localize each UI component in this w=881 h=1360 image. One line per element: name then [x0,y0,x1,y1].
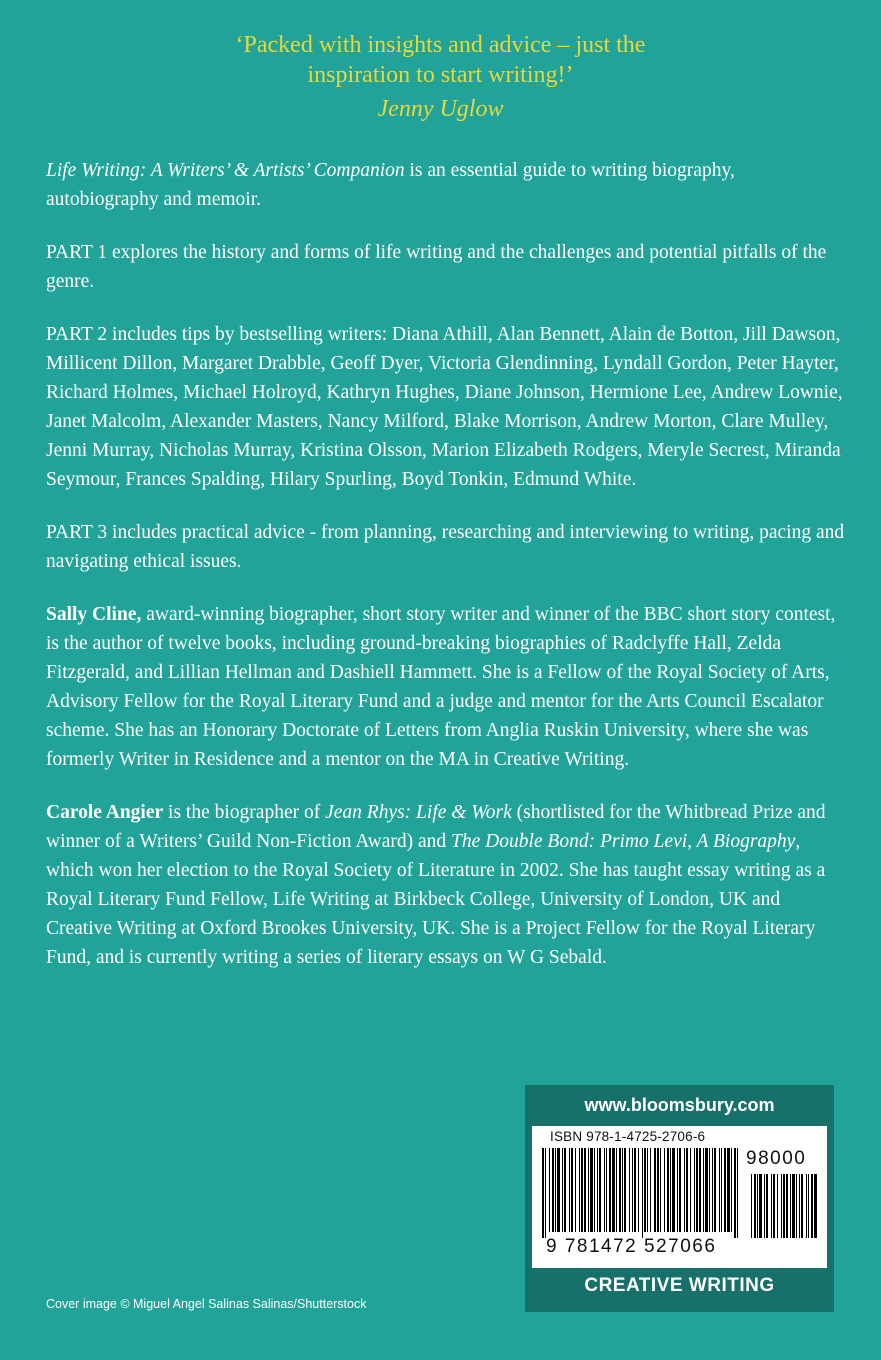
intro-text: is an essential guide to writing biography, autobiography and memoir. [46,160,735,210]
addon-bar [759,1174,762,1238]
barcode-bar [703,1148,704,1232]
bio-text-angier-1: is the biographer of [163,802,326,823]
author-bio-cline [46,600,846,774]
barcode-bar [571,1148,573,1232]
author-name-cline: Sally Cline, [46,604,142,625]
addon-bar [757,1174,758,1238]
barcode-bar [647,1148,648,1232]
barcode-bar [709,1148,710,1232]
author-bio-angier [46,798,846,972]
barcode-bar [721,1148,722,1232]
barcode-bar [727,1148,730,1232]
barcode-bar [616,1148,617,1232]
barcode-bar [714,1148,716,1232]
barcode-bar [564,1148,566,1232]
barcode-bar [632,1148,633,1232]
price-code: 98000 [746,1148,807,1169]
barcode-bar [696,1148,698,1232]
category-label: CREATIVE WRITING [584,1275,775,1296]
pull-quote [0,30,881,124]
addon-bar [814,1174,817,1238]
addon-bar [773,1174,775,1238]
barcode-bar [679,1148,681,1232]
barcode-bar [604,1148,605,1232]
barcode-bar [644,1148,646,1232]
addon-bar [764,1174,765,1238]
addon-bar [808,1174,809,1238]
barcode-bar [597,1148,598,1232]
isbn-label: ISBN 978-1-4725-2706-6 [550,1129,706,1144]
addon-bar [799,1174,800,1238]
barcode-bar [699,1148,701,1232]
barcode-bar [624,1148,626,1232]
barcode-bar [612,1148,615,1232]
quote-attribution: Jenny Uglow [377,96,504,122]
barcode-bar [719,1148,720,1232]
barcode-bar [584,1148,586,1232]
barcode-digits: 9 781472 527066 [546,1236,717,1257]
barcode-panel [525,1085,834,1312]
barcode-bar [594,1148,595,1232]
part-1-paragraph: PART 1 explores the history and forms of life writing and the challenges and potential pitfalls of the genre. [46,242,827,292]
bio-text-cline: award-winning biographer, short story writer and winner of the BBC short story contest, is the author of twelve books, including ground-breaking biographies of Radclyffe Hall, Zelda Fitzgerald, and Lillian Hellman and Dashiell Hammett. She is a Fellow of the Royal Society of Arts, Advisory Fellow for the Royal Literary Fund and a judge and mentor for the Arts Council Escalator scheme. She has an Honorary Doctorate of Letters from Anglia Ruskin University, where she was formerly Writer in Residence and a mentor on the MA in Creative Writing. [46,604,836,770]
addon-bar [781,1174,782,1238]
barcode-bar [654,1148,656,1232]
addon-bar [783,1174,785,1238]
barcode-bar [619,1148,621,1232]
barcode-bar [634,1148,636,1232]
barcode-bar [684,1148,685,1232]
part-3-paragraph: PART 3 includes practical advice - from planning, researching and interviewing to writing, pacing and navigating ethical issues. [46,522,845,572]
author-name-angier: Carole Angier [46,802,164,823]
addon-bar [792,1174,795,1238]
barcode-bar [657,1148,659,1232]
barcode-bar [562,1148,563,1232]
bio-text-angier-3: , which won her election to the Royal Society of Literature in 2002. She has taught essay writing as a Royal Literary Fund Fellow, Life Writing at Birkbeck College, University of London, UK and Creative Writing at Oxford Brookes University, UK. She is a Project Fellow for the Royal Literary Fund, and is currently writing a series of literary essays on W G Sebald. [46,831,826,968]
bio-text-angier-2: (shortlisted for the Whitbread Prize and winner of a Writers’ Guild Non-Fiction Award) and [46,802,826,852]
part-2-paragraph: PART 2 includes tips by bestselling writers: Diana Athill, Alan Bennett, Alain de Botton, Jill Dawson, Millicent Dillon, Margaret Drabble, Geoff Dyer, Victoria Glendinning, Lyndall Gordon, Peter Hayter, Richard Holmes, Michael Holroyd, Kathryn Hughes, Diane Johnson, Hermione Lee, Andrew Lownie, Janet Malcolm, Alexander Masters, Nancy Milford, Blake Morrison, Andrew Morton, Clare Mulley, Jenni Murray, Nicholas Murray, Kristina Olsson, Marion Elizabeth Rodgers, Meryle Secrest, Miranda Seymour, Frances Spalding, Hilary Spurling, Boyd Tonkin, Edmund White. [46,324,843,490]
barcode-bar [622,1148,623,1232]
addon-bar [801,1174,803,1238]
barcode-bar [670,1148,671,1232]
book-title-levi: The Double Bond: Primo Levi, A Biography [451,831,796,852]
barcode-bar [724,1148,726,1232]
intro-paragraph [46,156,846,214]
book-title-rhys: Jean Rhys: Life & Work [325,802,512,823]
barcode-bar [672,1148,675,1232]
barcode-bar [569,1148,570,1232]
addon-bar [796,1174,797,1238]
barcode-bar [545,1148,546,1238]
barcode-bar [588,1148,589,1232]
barcode-bar [664,1148,665,1232]
barcode-bar [557,1148,560,1232]
barcode-bar [581,1148,583,1232]
publisher-url: www.bloomsbury.com [584,1095,775,1115]
addon-bar [786,1174,788,1238]
barcode-bar [694,1148,695,1232]
barcode-bar [609,1148,611,1232]
barcode-bar [690,1148,691,1232]
addon-bar [811,1174,813,1238]
barcode-bar [552,1148,554,1232]
barcode-bar [579,1148,580,1232]
addon-bar [806,1174,807,1238]
barcode-bar [549,1148,550,1232]
addon-bar [777,1174,778,1238]
barcode-bar [677,1148,678,1232]
barcode-bar [737,1148,738,1238]
barcode-bar [734,1148,736,1238]
book-title: Life Writing: A Writers’ & Artists’ Companion [46,160,405,181]
quote-line-2: inspiration to start writing!’ [307,62,574,88]
addon-bar [790,1174,791,1238]
barcode-bar [606,1148,607,1232]
barcode-bar [667,1148,669,1232]
barcode-bar [590,1148,593,1232]
barcode-bar [575,1148,576,1232]
barcode-bar [705,1148,708,1232]
barcode-bar [731,1148,732,1232]
barcode-bar [542,1148,544,1238]
barcode-bar [686,1148,688,1232]
cover-credit: Cover image © Miguel Angel Salinas Salinas/Shutterstock [46,1297,367,1311]
addon-bar [771,1174,772,1238]
barcode-area [532,1126,827,1268]
barcode-bar [638,1148,639,1232]
barcode-bar [555,1148,556,1232]
blurb [46,156,846,996]
addon-bar [766,1174,768,1238]
addon-bar [754,1174,756,1238]
barcode-bar [642,1148,643,1238]
barcode-bar [629,1148,630,1232]
barcode-bar [650,1148,651,1232]
quote-line-1: ‘Packed with insights and advice – just the [235,32,646,58]
addon-bar [751,1174,752,1238]
barcode-bar [599,1148,601,1232]
barcode-bar [712,1148,713,1232]
barcode-bar [660,1148,661,1232]
